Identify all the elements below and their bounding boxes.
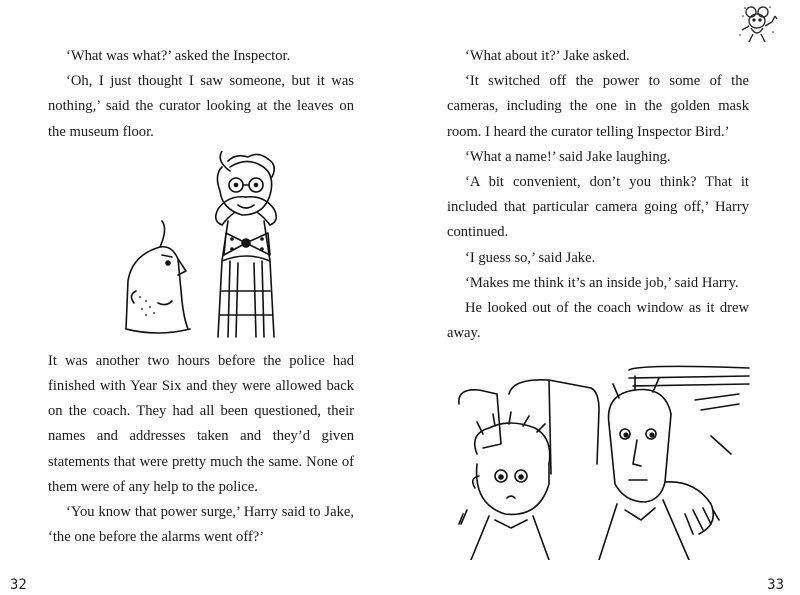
- paragraph: ‘It switched off the power to some of the cameras, including the one in the golden mask room. I heard the curator telling Inspector Bird.’: [447, 73, 749, 140]
- paragraph: ‘Oh, I just thought I saw someone, but it was nothing,’ said the curator looking at the leaves on the museum floor.: [48, 73, 354, 140]
- paragraph: He looked out of the coach window as it drew away.: [447, 300, 749, 342]
- right-page-text: [447, 44, 749, 560]
- paragraph: It was another two hours before the police had finished with Year Six and they were allowed back on the coach. They had all been questioned, their names and addresses taken and they’d given statements that were pretty much the same. None of them were of any help to the police.: [48, 352, 354, 495]
- paragraph: ‘What was what?’ asked the Inspector.: [66, 48, 291, 64]
- paragraph: ‘What a name!’ said Jake laughing.: [465, 148, 671, 165]
- jake-and-harry-on-coach-illustration: [449, 364, 751, 560]
- paragraph: ‘Makes me think it’s an inside job,’ said Harry.: [465, 274, 739, 291]
- mouse-mascot-icon: [734, 2, 778, 44]
- page-number-right: 33: [767, 577, 784, 593]
- inspector-and-curator-illustration: [118, 151, 288, 341]
- paragraph: ‘What about it?’ Jake asked.: [465, 48, 630, 64]
- paragraph: ‘A bit convenient, don’t you think? That it included that particular camera going off,’ Harry continued.: [447, 174, 749, 241]
- page-number-left: 32: [10, 577, 27, 593]
- paragraph: ‘You know that power surge,’ Harry said to Jake, ‘the one before the alarms went off?’: [48, 504, 354, 546]
- paragraph: ‘I guess so,’ said Jake.: [465, 249, 596, 266]
- left-page-text: [48, 44, 354, 550]
